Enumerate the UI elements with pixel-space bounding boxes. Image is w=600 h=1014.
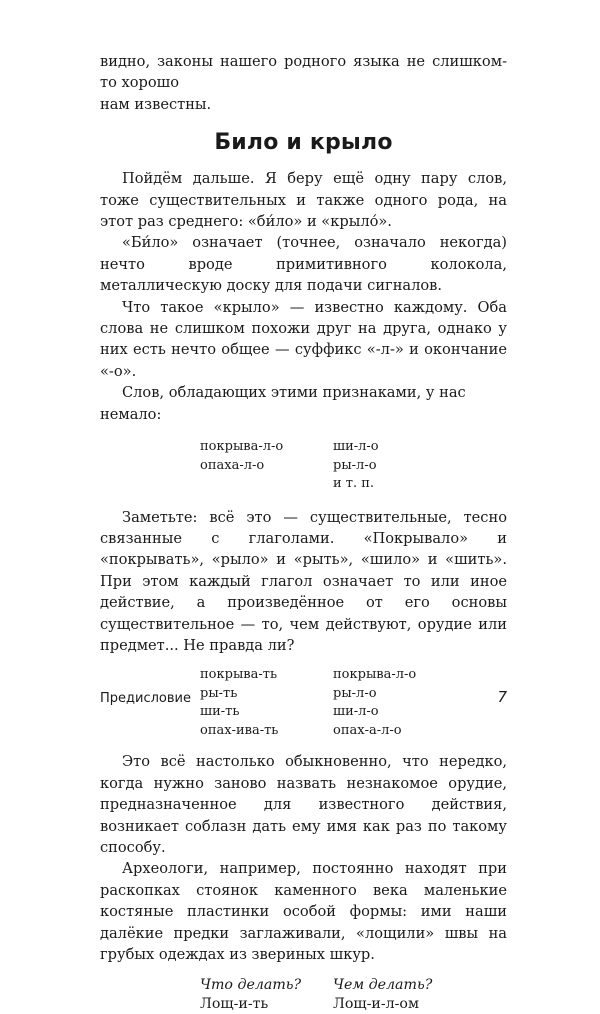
word-cell: ры-л-о [333,457,377,473]
word-cell: и т. п. [333,476,375,492]
word-cell: ры-ть [200,685,238,701]
intro-paragraph [100,51,507,115]
paragraph: Что такое «крыло» — известно каждому. Оба слова не слишком похожи друг на друга, однако у них есть нечто общее — суффикс «-л-» и окончание «-о». [100,298,507,380]
section-heading: Било и крыло [214,130,393,156]
intro-line-2: нам известны. [100,95,212,113]
word-table-suffix-l [200,438,507,494]
paragraph: Заметьте: всё это — существительные, тесно связанные с глаголами. «Покрывало» и «покрывать», «рыло» и «рыть», «шило» и «шить». При этом каждый глагол означает то или иное действие, а произведённое от его основы существительное — то, чем действуют, орудие или предмет... Не правда ли? [100,508,507,655]
section-name: Предисловие [100,691,191,706]
word-cell: ши-л-о [333,439,379,455]
paragraph: Слов, обладающих этими признаками, у нас немало: [100,384,466,423]
word-cell: опах-а-л-о [333,722,402,738]
intro-line-1: видно, законы нашего родного языка не слишком-то хорошо [100,53,507,92]
paragraph: Пойдём дальше. Я беру ещё одну пару слов, тоже существительных и также одного рода, на этот раз среднего: «би́ло» и «крыло́». [100,170,507,231]
word-cell: покрыва-л-о [333,667,417,683]
word-cell: ши-ть [200,704,240,720]
paragraph: Это всё настолько обыкновенно, что нередко, когда нужно заново назвать незнакомое орудие, предназначенное для известного действия, возникает соблазн дать ему имя как раз по такому способу. [100,753,507,857]
word-cell: опах-ива-ть [200,722,279,738]
paragraph: Археологи, например, постоянно находят при раскопках стоянок каменного века маленькие костяные пластинки особой формы: ими наши далёкие предки заглаживали, «лощили» швы на грубых одеждах из звериных шкур. [100,860,507,964]
word-table-questions [200,976,507,1014]
page-footer [100,688,507,706]
word-cell: покрыва-л-о [200,439,284,455]
question-header: Чем делать? [333,976,433,993]
question-header: Что делать? [200,976,302,993]
word-cell: ры-л-о [333,685,377,701]
word-cell [200,475,333,494]
word-cell: покрыва-ть [200,667,278,683]
word-cell: Лощ-и-ть [200,995,269,1012]
page-number: 7 [497,688,507,706]
text-block [100,51,507,1014]
word-cell: Лощ-и-л-ом [333,995,419,1012]
word-cell: опаха-л-о [200,457,265,473]
word-cell: ши-л-о [333,704,379,720]
paragraph: «Би́ло» означает (точнее, означало некогда) нечто вроде примитивного колокола, металлическую доску для подачи сигналов. [100,234,507,295]
